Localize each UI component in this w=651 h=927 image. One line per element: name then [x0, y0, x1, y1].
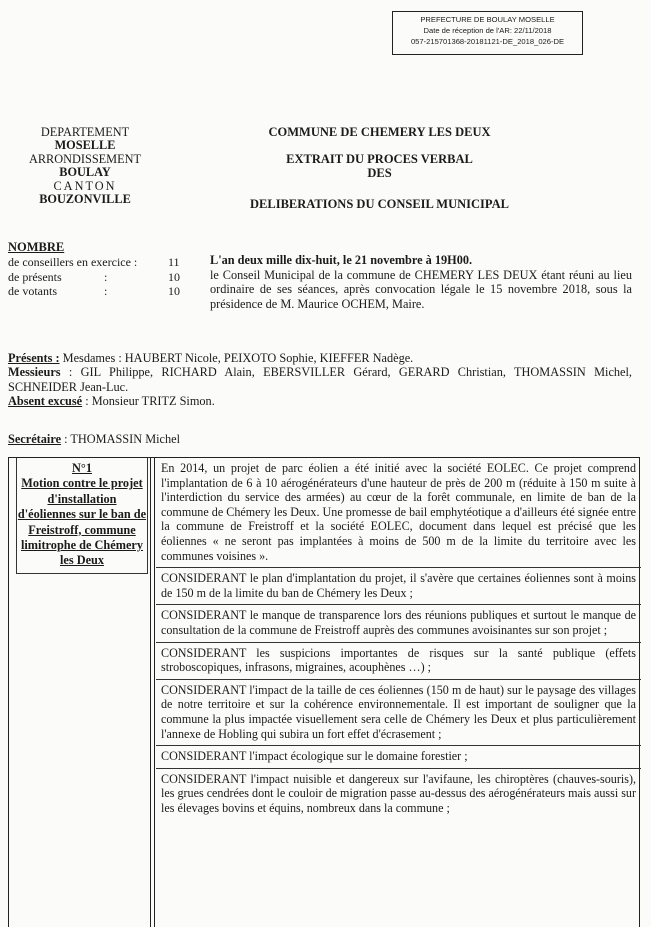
- count-separator: :: [104, 269, 108, 284]
- secretary-line: [8, 432, 180, 446]
- count-value: 10: [168, 284, 180, 298]
- motion-table: [8, 457, 640, 927]
- count-value: 11: [168, 255, 180, 269]
- boulay-label: BOULAY: [59, 165, 111, 180]
- motion-paragraph: En 2014, un projet de parc éolien a été initié avec la société EOLEC. Ce projet comprend l'implantation de 6 à 10 aérogénérateurs d'une hauteur de près de 200 m (réduite à 150 m suite à l'interdiction du service des armées) au cœur de la forêt communale, en limite de ban de la commune de Chémery les Deux. Une promesse de bail emphytéotique a d'ailleurs été signée entre la commune de Freistroff et la société EOLEC, document dans lequel est précisé que les éoliennes « ne seront pas implantées à moins de 500 m de la limite du territoire avec les communes voisines ».: [156, 458, 641, 568]
- absent-label: Absent excusé: [8, 393, 83, 408]
- commune-title: COMMUNE DE CHEMERY LES DEUX: [268, 125, 491, 139]
- column-divider: [154, 458, 155, 927]
- motion-paragraph: CONSIDERANT le manque de transparence lors des réunions publiques et surtout le manque de consultation de la commune de Freistroff auprès des communes avoisinantes sur son projet ;: [156, 605, 641, 642]
- count-label: de conseillers en exercice :: [8, 255, 138, 269]
- messieurs-line: [8, 365, 632, 394]
- count-separator: :: [104, 284, 108, 298]
- deliberations-title: DELIBERATIONS DU CONSEIL MUNICIPAL: [250, 197, 509, 212]
- motion-paragraph: CONSIDERANT l'impact écologique sur le domaine forestier ;: [156, 746, 641, 769]
- extrait-des: DES: [367, 165, 392, 180]
- extrait-title: EXTRAIT DU PROCES VERBAL: [286, 152, 473, 167]
- document-header: [218, 126, 541, 212]
- motion-paragraph: CONSIDERANT le plan d'implantation du projet, il s'avère que certaines éoliennes sont à moins de 150 m de la limite du ban de Chémery les Deux ;: [156, 568, 641, 605]
- stamp-line-3: 057-215701368-20181121-DE_2018_026-DE: [410, 37, 565, 46]
- messieurs-list: : GIL Philippe, RICHARD Alain, EBERSVILLER Gérard, GERARD Christian, THOMASSIN Michel, SCHNEIDER Jean-Luc.: [8, 365, 633, 394]
- count-value: 10: [168, 269, 180, 284]
- absent-line: [8, 394, 632, 408]
- absent-list: : Monsieur TRITZ Simon.: [85, 393, 215, 408]
- messieurs-label: Messieurs: [8, 365, 61, 380]
- session-text: le Conseil Municipal de la commune de CHEMERY LES DEUX étant réuni au lieu ordinaire de ses séances, après convocation légale le 15 novembre 2018, sous la présidence de M. Maurice OCHEM, Maire.: [210, 267, 632, 311]
- presents-line: [8, 351, 632, 365]
- motion-title-cell: [16, 458, 148, 574]
- arrondissement-label: ARRONDISSEMENT: [28, 151, 142, 166]
- count-row: [8, 270, 198, 285]
- count-row: [8, 255, 198, 270]
- count-label: de votants: [8, 284, 57, 298]
- motion-title: Motion contre le projet d'installation d'éoliennes sur le ban de Freistroff, commune limitrophe de Chémery les Deux: [17, 476, 147, 568]
- motion-body: [156, 458, 641, 819]
- bouzonville-label: BOUZONVILLE: [39, 192, 131, 207]
- session-preamble: [210, 253, 632, 311]
- mesdames-label: Mesdames: [62, 351, 116, 365]
- moselle-label: MOSELLE: [54, 138, 116, 153]
- session-date: L'an deux mille dix-huit, le 21 novembre à 19H00.: [210, 253, 473, 267]
- count-row: [8, 284, 198, 299]
- motion-paragraph: CONSIDERANT l'impact de la taille de ces éoliennes (150 m de haut) sur le paysage des villages de notre territoire et sur la cohérence environnementale. Il est important de souligner que la commune la plus impactée visuellement sera celle de Chémery les Deux et plus particulièrement l'annexe de Hobling qui subira un fort effet d'écrasement ;: [156, 680, 641, 746]
- prefecture-reception-stamp: [392, 11, 583, 55]
- presents-label: Présents :: [8, 351, 60, 365]
- motion-number: N°1: [72, 461, 92, 475]
- stamp-line-2: Date de réception de l'AR: 22/11/2018: [423, 26, 552, 35]
- nombre-title: NOMBRE: [8, 240, 65, 254]
- count-label: de présents: [8, 269, 62, 284]
- secretary-label: Secrétaire: [8, 432, 62, 446]
- member-counts: [8, 255, 198, 299]
- motion-paragraph: CONSIDERANT l'impact nuisible et dangereux sur l'avifaune, les chiroptères (chauves-souris), les grues cendrées dont le couloir de migration passe au-dessus des aérogénérateurs mais aussi sur les élevages bovins et équins, nombreux dans la commune ;: [161, 771, 636, 815]
- department-block: [10, 126, 160, 206]
- departement-label: DEPARTEMENT: [40, 125, 130, 139]
- column-divider: [150, 458, 151, 927]
- secretary-name: : THOMASSIN Michel: [64, 432, 181, 446]
- mesdames-list: : HAUBERT Nicole, PEIXOTO Sophie, KIEFFER Nadège.: [118, 351, 414, 365]
- stamp-line-1: PREFECTURE DE BOULAY MOSELLE: [420, 15, 555, 24]
- canton-label: CANTON: [53, 178, 117, 193]
- motion-paragraph: CONSIDERANT les suspicions importantes de risques sur la santé publique (effets stroboscopiques, infrasons, migraines, acouphènes …) ;: [156, 643, 641, 680]
- attendance-block: [8, 351, 632, 408]
